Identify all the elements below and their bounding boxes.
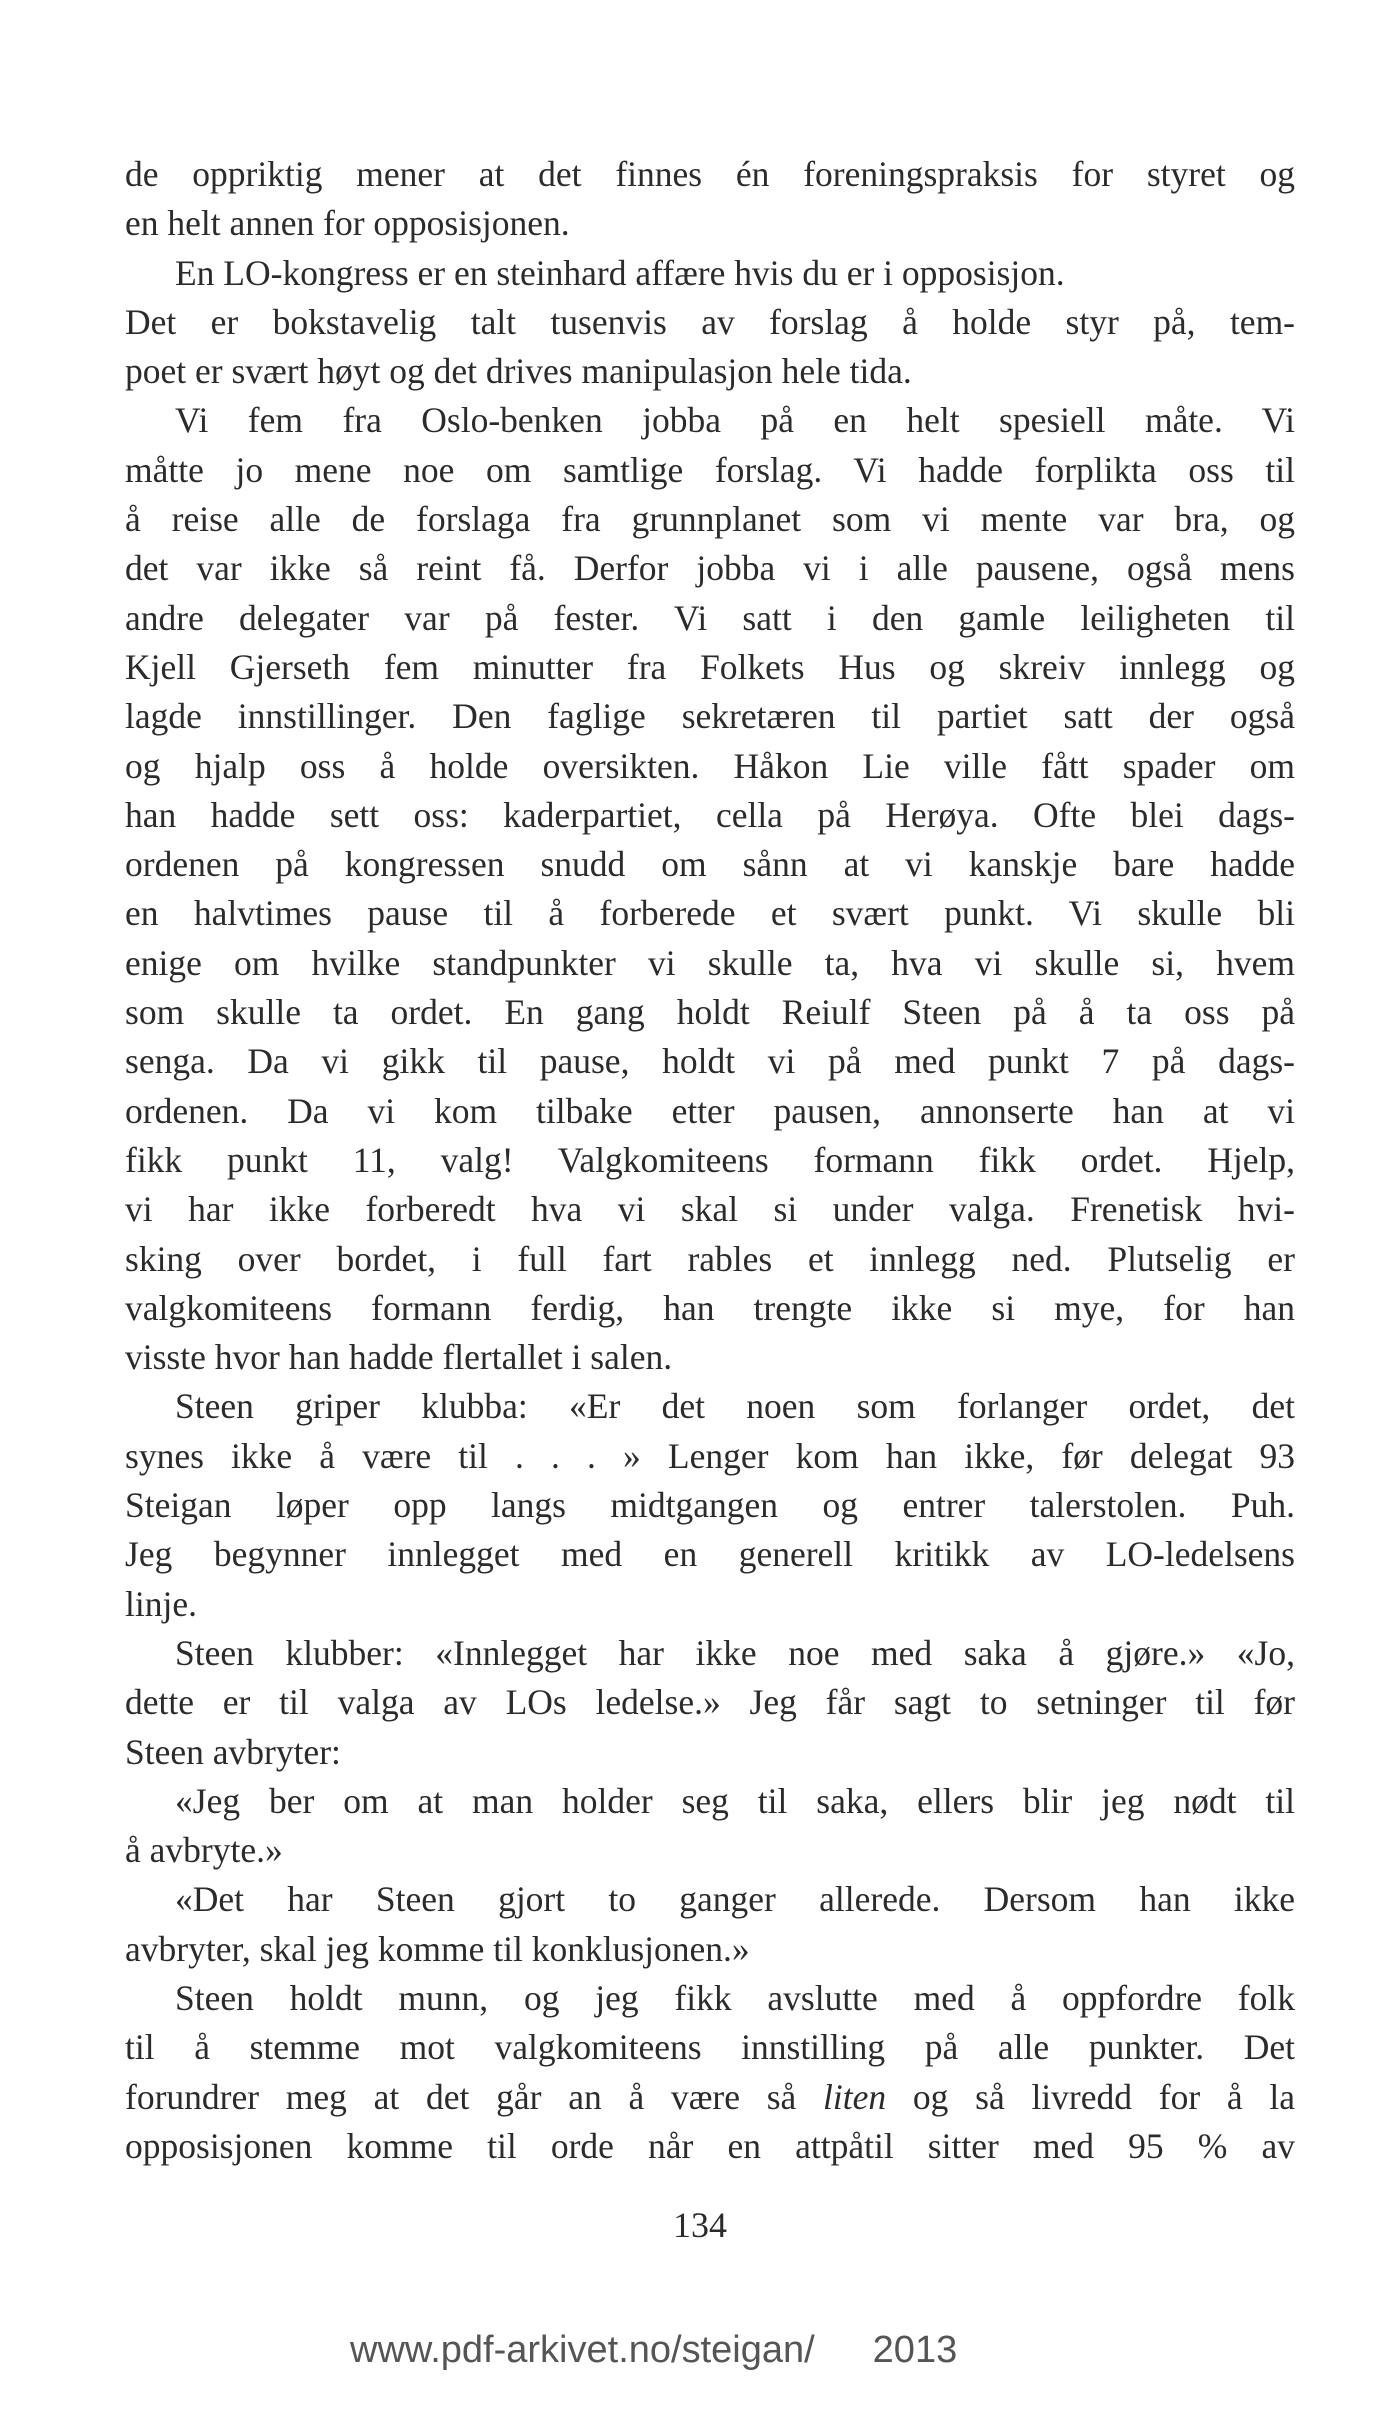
text-segment: og så livredd for å la	[886, 2076, 1295, 2117]
text-line: Kjell Gjerseth fem minutter fra Folkets Hus og skreiv innlegg og	[125, 646, 1295, 687]
text-line: han hadde sett oss: kaderpartiet, cella på Herøya. Ofte blei dags-	[125, 794, 1295, 835]
body-text	[125, 150, 1295, 2171]
text-line: det var ikke så reint få. Derfor jobba vi i alle pausene, også mens	[125, 548, 1295, 589]
footer	[350, 2326, 957, 2374]
text-line: «Det har Steen gjort to ganger allerede. Dersom han ikke	[175, 1879, 1295, 1920]
text-line: visste hvor han hadde flertallet i salen.	[125, 1337, 673, 1378]
text-line: lagde innstillinger. Den faglige sekretæren til partiet satt der også	[125, 696, 1295, 737]
text-line: måtte jo mene noe om samtlige forslag. Vi hadde forplikta oss til	[125, 449, 1295, 490]
text-segment: forundrer meg at det går an å være så	[125, 2076, 824, 2117]
text-line: vi har ikke forberedt hva vi skal si under valga. Frenetisk hvi-	[125, 1189, 1295, 1230]
text-line: andre delegater var på fester. Vi satt i den gamle leiligheten til	[125, 597, 1295, 638]
text-line: ordenen. Da vi kom tilbake etter pausen, annonserte han at vi	[125, 1090, 1295, 1131]
text-line: ordenen på kongressen snudd om sånn at vi kanskje bare hadde	[125, 844, 1295, 885]
emphasized-word: liten	[823, 2076, 887, 2117]
text-line: Steen griper klubba: «Er det noen som forlanger ordet, det	[175, 1386, 1295, 1427]
footer-year: 2013	[872, 2329, 958, 2371]
text-line: Steen holdt munn, og jeg fikk avslutte med å oppfordre folk	[175, 1977, 1295, 2018]
text-line: «Jeg ber om at man holder seg til saka, ellers blir jeg nødt til	[175, 1780, 1295, 1821]
text-line: og hjalp oss å holde oversikten. Håkon Lie ville fått spader om	[125, 745, 1295, 786]
text-line: Steigan løper opp langs midtgangen og entrer talerstolen. Puh.	[125, 1485, 1295, 1526]
text-line	[125, 2073, 1295, 2122]
text-line: dette er til valga av LOs ledelse.» Jeg får sagt to setninger til før	[125, 1682, 1295, 1723]
text-line: Jeg begynner innlegget med en generell kritikk av LO-ledelsens	[125, 1534, 1295, 1575]
text-line: som skulle ta ordet. En gang holdt Reiulf Steen på å ta oss på	[125, 992, 1295, 1033]
text-line: en helt annen for opposisjonen.	[125, 203, 570, 244]
text-line: linje.	[125, 1583, 197, 1624]
text-line: sking over bordet, i full fart rables et innlegg ned. Plutselig er	[125, 1238, 1295, 1279]
text-line: Steen klubber: «Innlegget har ikke noe med saka å gjøre.» «Jo,	[175, 1632, 1295, 1673]
text-line: enige om hvilke standpunkter vi skulle ta, hva vi skulle si, hvem	[125, 942, 1295, 983]
text-line: en halvtimes pause til å forberede et svært punkt. Vi skulle bli	[125, 893, 1295, 934]
text-line: opposisjonen komme til orde når en attpåtil sitter med 95 % av	[125, 2125, 1295, 2166]
text-line: Det er bokstavelig talt tusenvis av forslag å holde styr på, tem-	[125, 301, 1295, 342]
text-line: synes ikke å være til . . . » Lenger kom han ikke, før delegat 93	[125, 1435, 1295, 1476]
text-line: de oppriktig mener at det finnes én foreningspraksis for styret og	[125, 154, 1295, 194]
footer-url: www.pdf-arkivet.no/steigan/	[350, 2329, 815, 2371]
text-line: En LO-kongress er en steinhard affære hvis du er i opposisjon.	[175, 252, 1065, 293]
text-line: til å stemme mot valgkomiteens innstilling på alle punkter. Det	[125, 2027, 1295, 2068]
text-line: Vi fem fra Oslo-benken jobba på en helt spesiell måte. Vi	[175, 400, 1295, 441]
text-line: fikk punkt 11, valg! Valgkomiteens formann fikk ordet. Hjelp,	[125, 1139, 1295, 1180]
text-line: valgkomiteens formann ferdig, han trengte ikke si mye, for han	[125, 1287, 1295, 1328]
text-line: senga. Da vi gikk til pause, holdt vi på med punkt 7 på dags-	[125, 1041, 1295, 1082]
text-line: Steen avbryter:	[125, 1731, 341, 1772]
page-number: 134	[673, 2205, 727, 2245]
text-line: poet er svært høyt og det drives manipulasjon hele tida.	[125, 351, 912, 392]
text-line: avbryter, skal jeg komme til konklusjonen.»	[125, 1928, 750, 1969]
text-line: å avbryte.»	[125, 1830, 283, 1871]
text-line: å reise alle de forslaga fra grunnplanet som vi mente var bra, og	[125, 499, 1295, 540]
